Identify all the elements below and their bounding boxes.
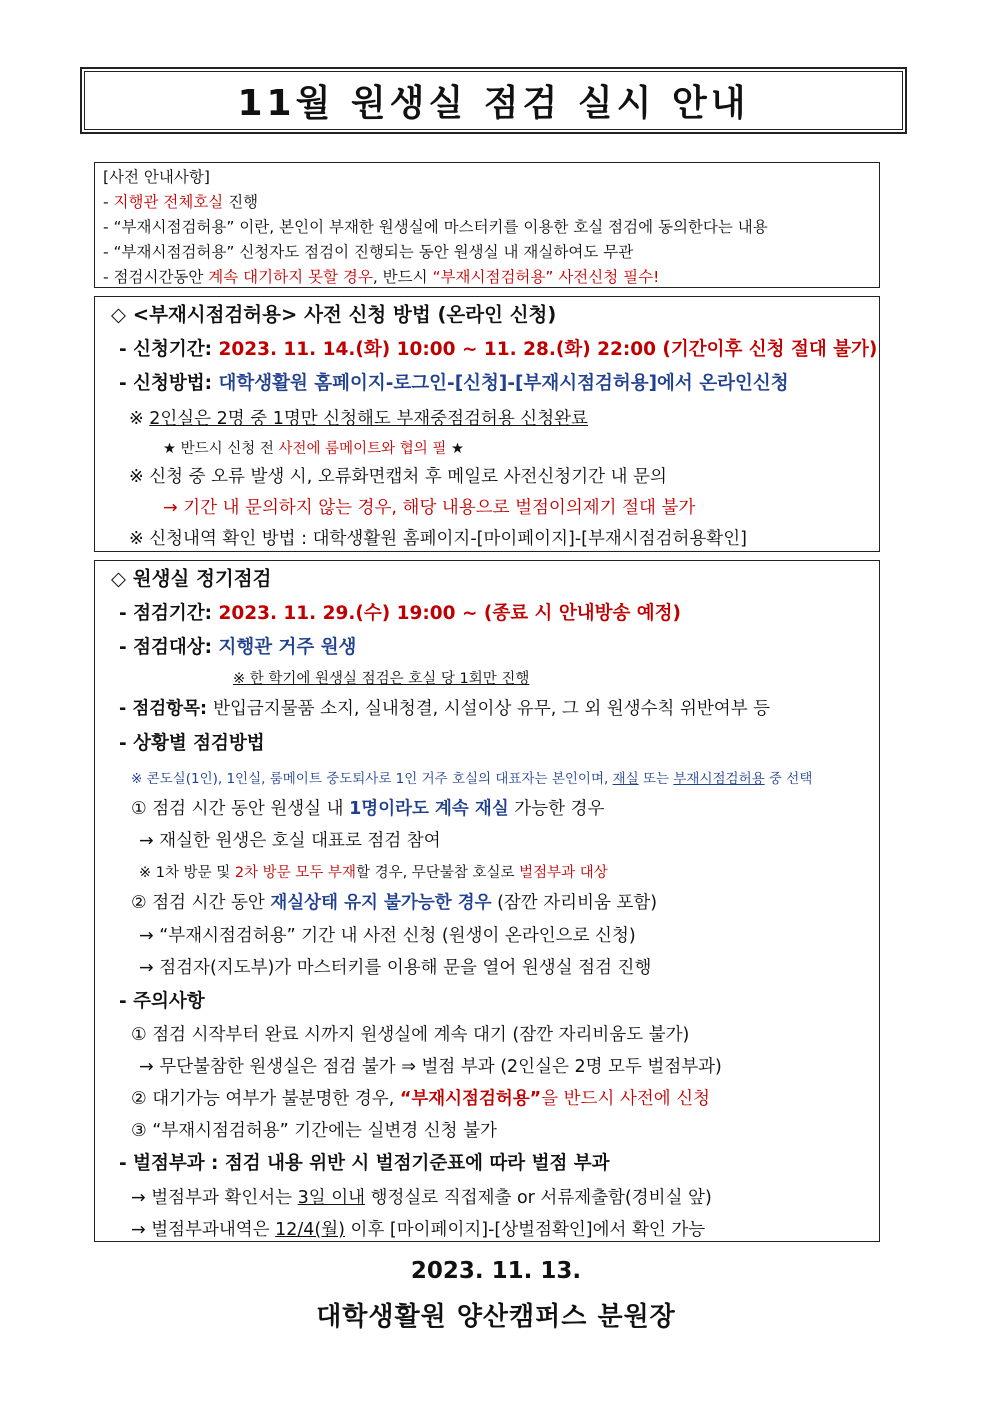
sec2-c2-a: ② 점검 시간 동안 bbox=[131, 893, 271, 913]
sec2-target-value: 지행관 거주 원생 bbox=[218, 637, 357, 658]
sec2-c1-note-d: 벌점부과 대상 bbox=[519, 865, 608, 881]
sec2-period-value: 2023. 11. 29.(수) 19:00 ~ (종료 시 안내방송 예정) bbox=[218, 603, 681, 624]
sec2-items-label: - 점검항목: bbox=[119, 699, 214, 719]
sec2-k2-b: “부재시점검허용” bbox=[399, 1089, 542, 1109]
sec2-target bbox=[119, 633, 356, 659]
sec2-method-note-e: 중 선택 bbox=[764, 771, 813, 787]
notice-box bbox=[94, 162, 880, 288]
title-box bbox=[80, 67, 907, 134]
sec2-c1-note-b: 2차 방문 모두 부재 bbox=[234, 865, 356, 881]
sec2-case-1 bbox=[131, 795, 604, 820]
sec1-star-note bbox=[163, 437, 464, 458]
sec2-case-2-arrow-1: → “부재시점검허용” 기간 내 사전 신청 (원생이 온라인으로 신청) bbox=[139, 926, 636, 946]
sec1-note-2: ※ 신청 중 오류 발생 시, 오류화면캡처 후 메일로 사전신청기간 내 문의 bbox=[129, 467, 667, 487]
sec2-method-note-c: 또는 bbox=[638, 771, 674, 787]
notice-l4-c: , 반드시 bbox=[372, 268, 433, 286]
sec2-penalty-1 bbox=[131, 1184, 712, 1209]
section-absence-inspection-application bbox=[94, 296, 880, 552]
sec2-c1-a: ① 점검 시간 동안 원생실 내 bbox=[131, 799, 350, 819]
sec2-period bbox=[119, 599, 681, 625]
sec2-c2-b: 재실상태 유지 불가능한 경우 bbox=[270, 893, 492, 913]
sec2-caution-1-arrow: → 무단불참한 원생실은 점검 불가 ⇒ 벌점 부과 (2인실은 2명 모두 벌점부과) bbox=[139, 1057, 722, 1077]
sec2-k2-a: ② 대기가능 여부가 불분명한 경우, bbox=[131, 1089, 400, 1109]
sec1-star-b: 사전에 룸메이트와 협의 필 bbox=[278, 441, 447, 457]
sec2-caution-2 bbox=[131, 1085, 710, 1110]
sec1-note-2-arrow: → 기간 내 문의하지 않는 경우, 해당 내용으로 벌점이의제기 절대 불가 bbox=[163, 498, 696, 518]
notice-line-4 bbox=[103, 265, 659, 287]
sec2-case-1-note bbox=[139, 861, 608, 882]
sec2-heading: ◇ 원생실 정기점검 bbox=[111, 567, 272, 590]
notice-l4-a: - 점검시간동안 bbox=[103, 268, 209, 286]
notice-l4-d: “부재시점검허용” 사전신청 필수! bbox=[432, 268, 660, 286]
sec2-penalty-2 bbox=[131, 1216, 705, 1241]
sec2-penalty-label: - 벌점부과 : 점검 내용 위반 시 벌점기준표에 따라 벌점 부과 bbox=[119, 1153, 610, 1174]
sec2-case-2-arrow-2: → 점검자(지도부)가 마스터키를 이용해 문을 열어 원생실 점검 진행 bbox=[139, 958, 652, 978]
section-regular-inspection bbox=[94, 560, 880, 1242]
sec2-caution-1: ① 점검 시작부터 완료 시까지 원생실에 계속 대기 (잠깐 자리비움도 불가) bbox=[131, 1025, 690, 1045]
sec2-p1-a: → 벌점부과 확인서는 bbox=[131, 1188, 298, 1208]
sec2-c2-c: (잠깐 자리비움 포함) bbox=[491, 893, 658, 913]
sec2-p2-b: 12/4(월) bbox=[275, 1220, 345, 1240]
sec1-star-a: ★ 반드시 신청 전 bbox=[163, 441, 279, 457]
sec2-caution-3: ③ “부재시점검허용” 기간에는 실변경 신청 불가 bbox=[131, 1121, 497, 1141]
sec2-p2-a: → 벌점부과내역은 bbox=[131, 1220, 276, 1240]
sec1-period-value: 2023. 11. 14.(화) 10:00 ~ 11. 28.(화) 22:00 (기간이후 신청 절대 불가) bbox=[218, 339, 878, 360]
sec2-k2-c: 을 반드시 사전에 신청 bbox=[541, 1089, 711, 1109]
notice-header: [사전 안내사항] bbox=[103, 168, 210, 186]
sec2-method-note bbox=[131, 767, 812, 787]
sec2-period-label: - 점검기간: bbox=[119, 603, 219, 624]
sec2-c1-b: 1명이라도 계속 재실 bbox=[349, 799, 509, 819]
notice-l1-highlight: 지행관 전체호실 bbox=[113, 193, 224, 211]
notice-line-1 bbox=[103, 190, 258, 212]
sec2-p2-c: 이후 [마이페이지]-[상벌점확인]에서 확인 가능 bbox=[344, 1220, 706, 1240]
footer-date: 2023. 11. 13. bbox=[410, 1258, 582, 1284]
sec2-items bbox=[119, 695, 770, 720]
sec2-method-note-b: 재실 bbox=[612, 771, 639, 787]
sec2-target-note: ※ 한 학기에 원생실 점검은 호실 당 1회만 진행 bbox=[233, 671, 530, 687]
sec1-note-3: ※ 신청내역 확인 방법 : 대학생활원 홈페이지-[마이페이지]-[부재시점검허용확인] bbox=[129, 529, 747, 549]
sec1-method-label: - 신청방법: bbox=[119, 373, 219, 394]
sec2-items-value: 반입금지물품 소지, 실내청결, 시설이상 유무, 그 외 원생수칙 위반여부 등 bbox=[213, 699, 771, 719]
sec1-note1-text: 2인실은 2명 중 1명만 신청해도 부재중점검허용 신청완료 bbox=[149, 409, 588, 429]
page-title: 11월 원생실 점검 실시 안내 bbox=[237, 83, 750, 124]
sec2-target-label: - 점검대상: bbox=[119, 637, 219, 658]
notice-line-3: - “부재시점검허용” 신청자도 점검이 진행되는 동안 원생실 내 재실하여도 무관 bbox=[103, 243, 634, 261]
sec1-star-c: ★ bbox=[446, 441, 464, 457]
sec2-c1-note-a: ※ 1차 방문 및 bbox=[139, 865, 235, 881]
notice-l1-prefix: - bbox=[103, 193, 114, 211]
notice-l4-b: 계속 대기하지 못할 경우 bbox=[208, 268, 373, 286]
sec1-note1-mark: ※ bbox=[129, 409, 150, 429]
notice-l1-suffix: 진행 bbox=[223, 193, 259, 211]
notice-line-2: - “부재시점검허용” 이란, 본인이 부재한 원생실에 마스터키를 이용한 호실 점검에 동의한다는 내용 bbox=[103, 218, 768, 236]
sec2-c1-note-c: 할 경우, 무단불참 호실로 bbox=[355, 865, 520, 881]
sec2-method-note-d: 부재시점검허용 bbox=[673, 771, 765, 787]
sec1-heading: ◇ <부재시점검허용> 사전 신청 방법 (온라인 신청) bbox=[111, 303, 557, 326]
sec2-caution-label: - 주의사항 bbox=[119, 991, 205, 1012]
sec1-note-1 bbox=[129, 405, 588, 430]
sec2-method-note-a: ※ 콘도실(1인), 1인실, 룸메이트 중도퇴사로 1인 거주 호실의 대표자는 본인이며, bbox=[131, 771, 613, 787]
sec1-method-value: 대학생활원 홈페이지-로그인-[신청]-[부재시점검허용]에서 온라인신청 bbox=[218, 373, 789, 394]
sec1-period-label: - 신청기간: bbox=[119, 339, 219, 360]
sec2-p1-b: 3일 이내 bbox=[297, 1188, 366, 1208]
sec1-method bbox=[119, 369, 789, 395]
sec1-period bbox=[119, 335, 877, 361]
sec2-c1-c: 가능한 경우 bbox=[508, 799, 605, 819]
sec2-p1-c: 행정실로 직접제출 or 서류제출함(경비실 앞) bbox=[365, 1188, 712, 1208]
sec2-case-2 bbox=[131, 889, 657, 914]
sec2-method-label: - 상황별 점검방법 bbox=[119, 733, 265, 754]
sec2-case-1-arrow: → 재실한 원생은 호실 대표로 점검 참여 bbox=[139, 831, 441, 851]
footer-organization: 대학생활원 양산캠퍼스 분원장 bbox=[316, 1302, 676, 1332]
